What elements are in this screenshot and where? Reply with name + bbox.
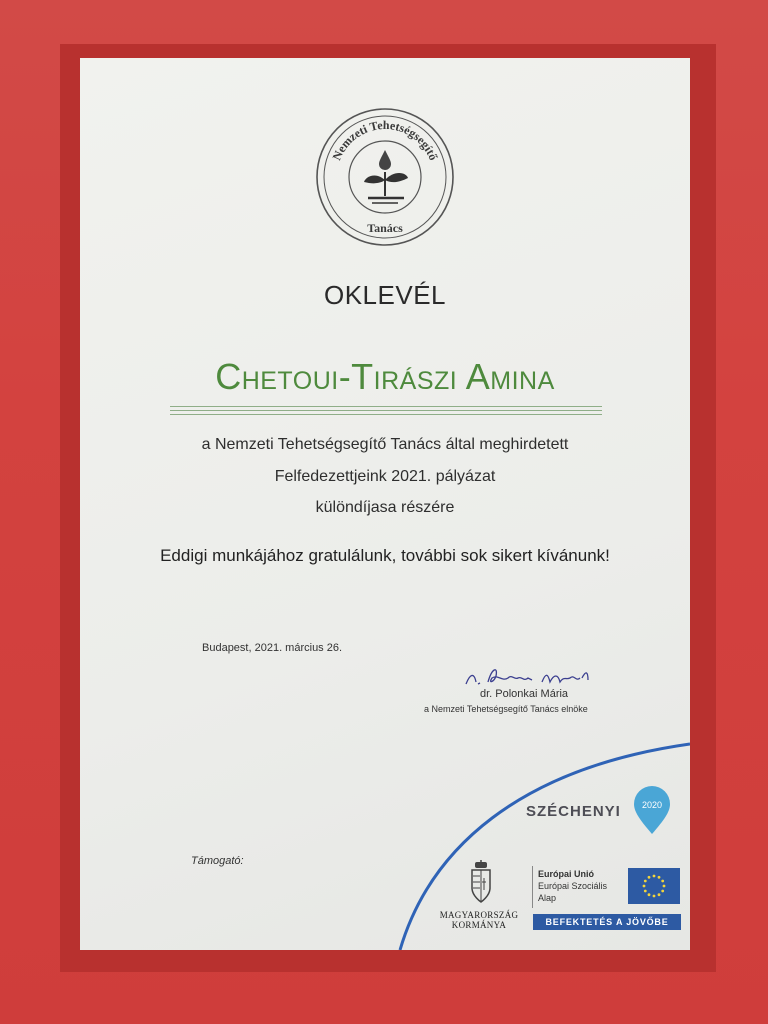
hungarian-coat-of-arms-icon (470, 860, 492, 904)
congratulation-text: Eddigi munkájához gratulálunk, további sok sikert kívánunk! (160, 546, 610, 565)
szechenyi-logo-text: SZÉCHENYI (526, 803, 621, 820)
eu-separator (532, 866, 533, 908)
eu-text-block (538, 868, 628, 904)
eu-slogan-banner: BEFEKTETÉS A JÖVŐBE (533, 914, 681, 930)
signatory-name: dr. Polonkai Mária (480, 688, 569, 700)
body-line-1: a Nemzeti Tehetségsegítő Tanács által meghirdetett (201, 436, 569, 453)
szechenyi-pin-icon (632, 786, 672, 836)
council-seal-logo (314, 106, 456, 248)
signatory-role: a Nemzeti Tehetségsegítő Tanács elnöke (424, 704, 588, 714)
eu-fund-line-2: Alap (538, 893, 557, 903)
eu-flag-icon (628, 868, 680, 904)
handwritten-signature (462, 664, 612, 690)
gov-line-1: MAGYARORSZÁG (439, 910, 519, 920)
government-logo-text (424, 910, 534, 930)
eu-title: Európai Unió (538, 869, 594, 879)
body-line-2: Felfedezettjeink 2021. pályázat (274, 468, 496, 485)
supporter-label: Támogató: (191, 855, 244, 867)
decorative-divider-lines (170, 406, 602, 418)
certificate-paper (80, 58, 690, 950)
seal-top-text: Nemzeti Tehetségsegítő (329, 117, 441, 163)
certificate-title: OKLEVÉL (323, 280, 446, 310)
szechenyi-year: 2020 (641, 800, 663, 810)
eu-fund-line-1: Európai Szociális (538, 881, 608, 891)
recipient-name: Chetoui-Tirászi Amina (215, 356, 555, 397)
body-line-3: különdíjasa részére (315, 499, 455, 516)
place-and-date: Budapest, 2021. március 26. (202, 642, 343, 654)
gov-line-2: KORMÁNYA (451, 920, 507, 930)
seal-bottom-text: Tanács (367, 221, 403, 235)
